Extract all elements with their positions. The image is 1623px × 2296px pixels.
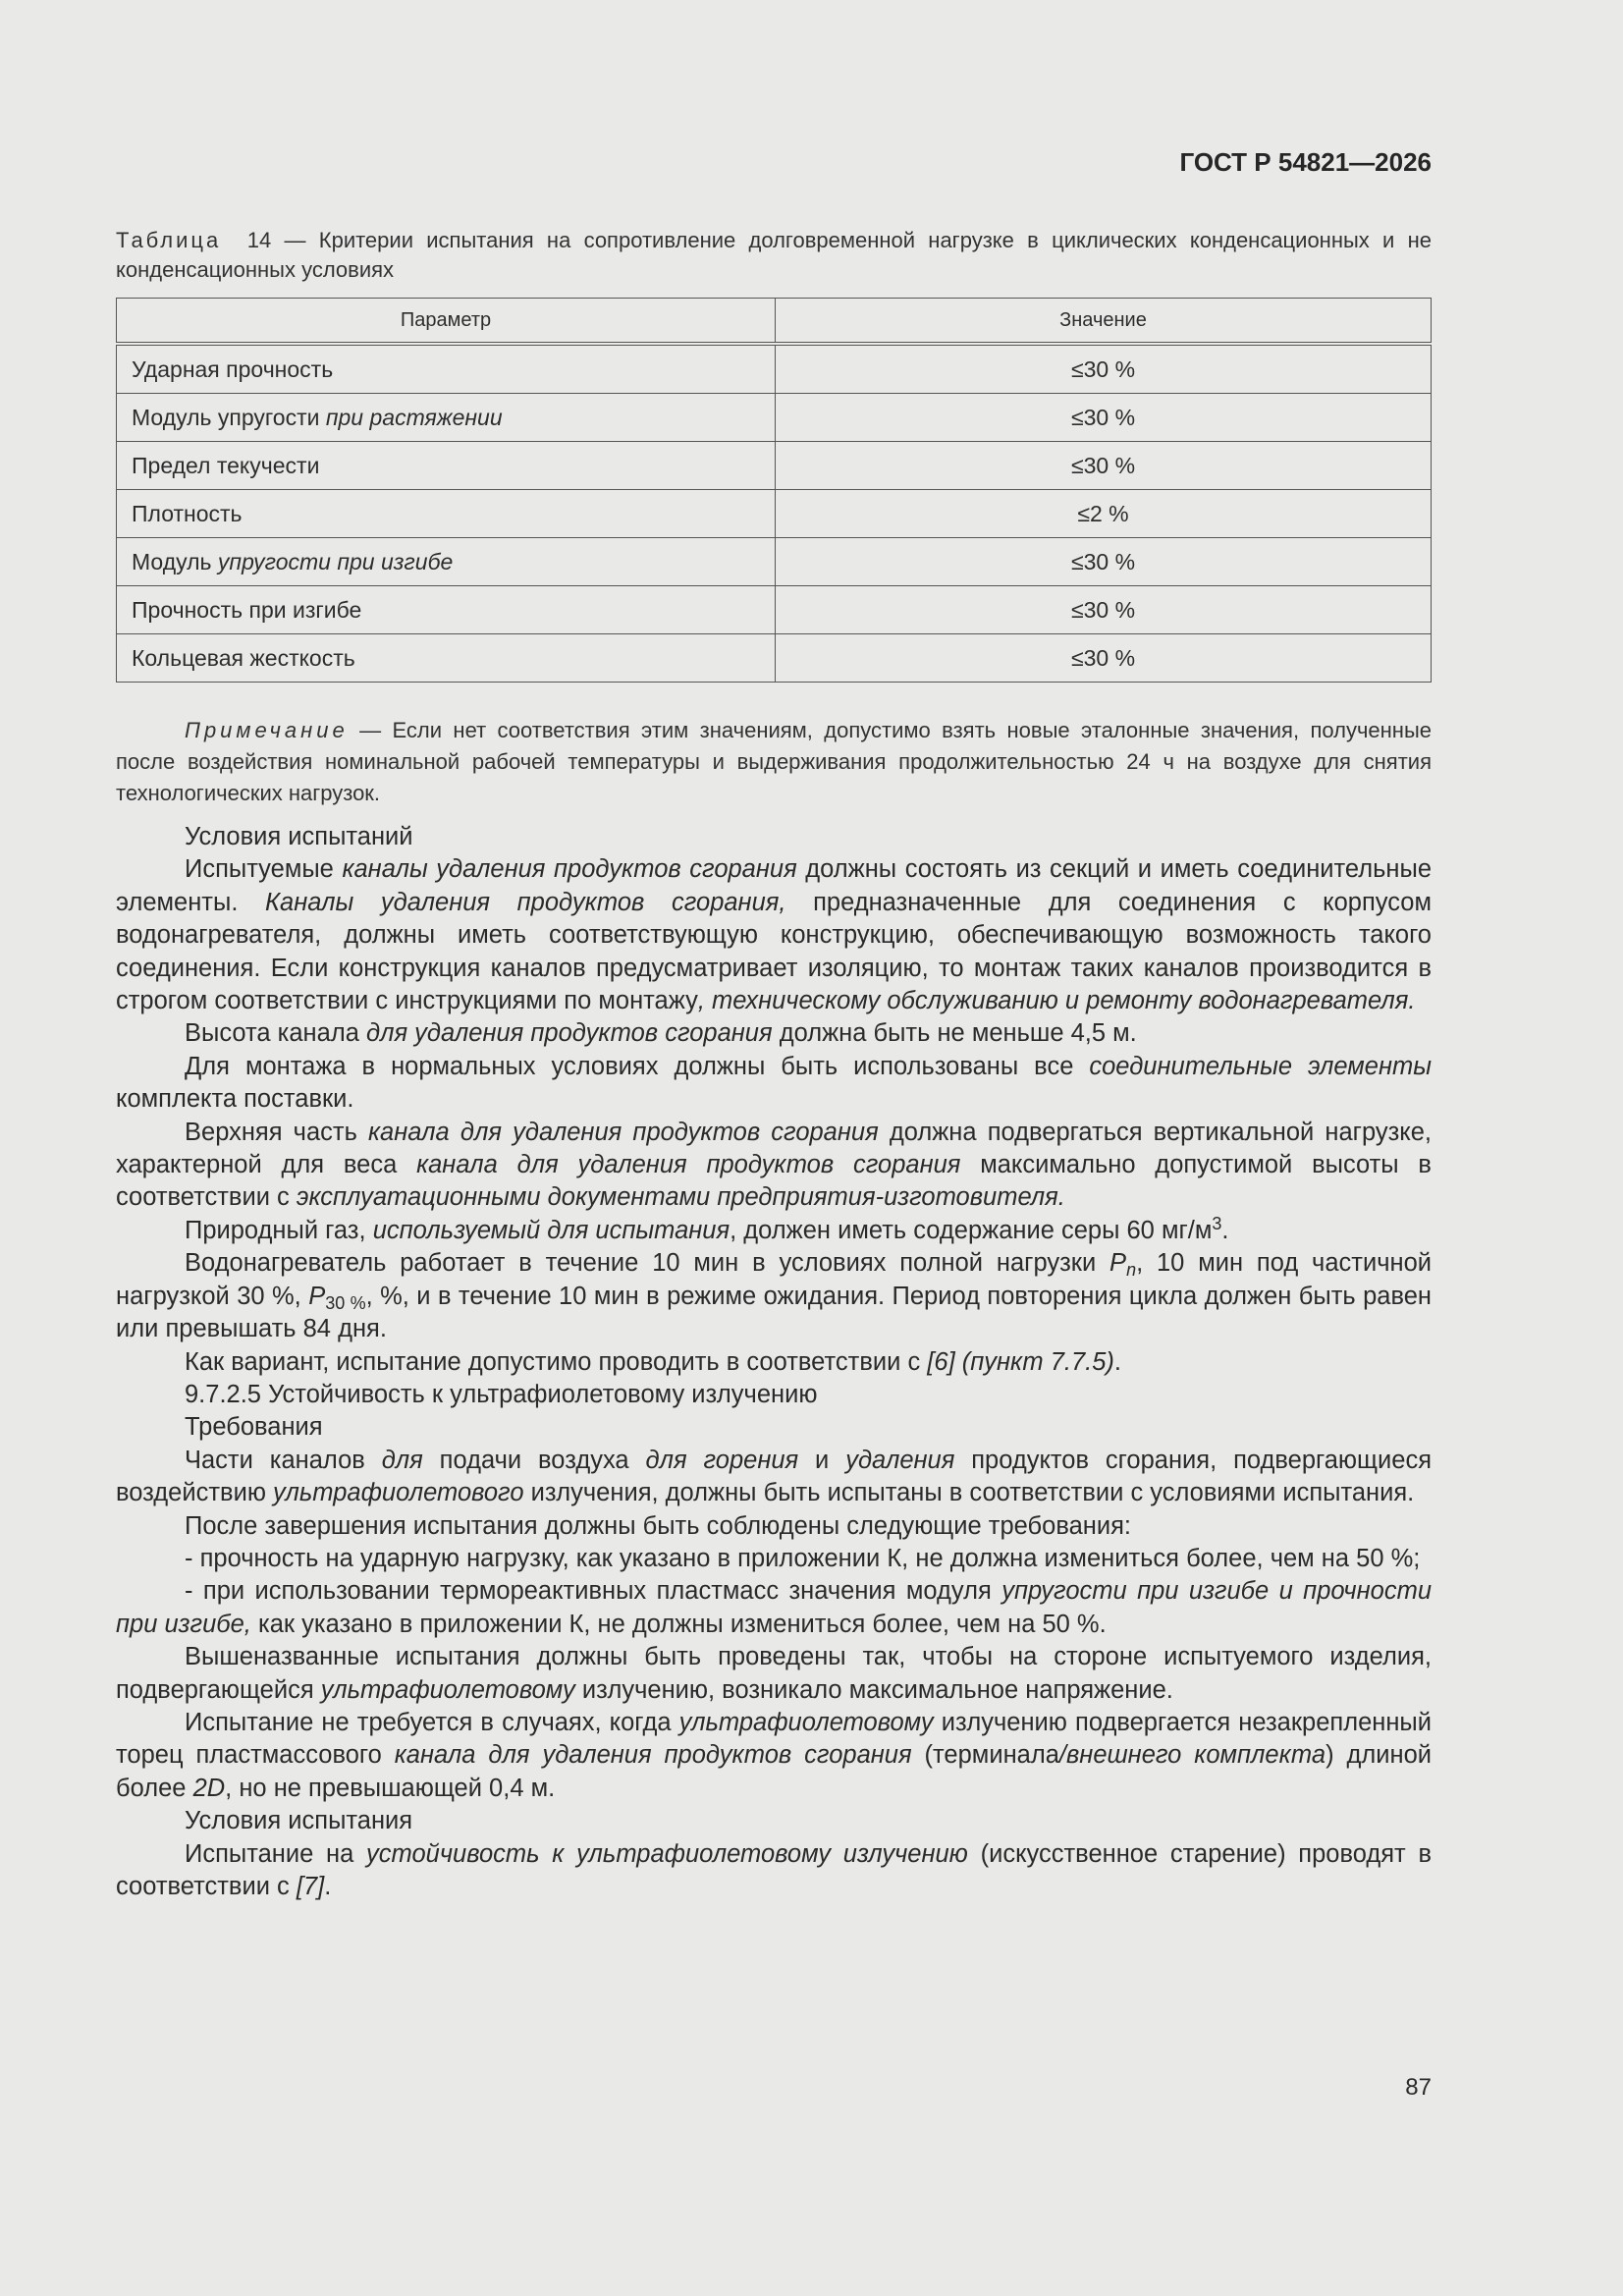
column-header-value: Значение	[776, 299, 1432, 345]
table-cell-value: ≤30 %	[776, 442, 1432, 490]
superscript: 3	[1212, 1213, 1222, 1233]
italic-run: используемый для испытания	[372, 1216, 730, 1244]
text-run: Водонагреватель работает в течение 10 мин в условиях полной нагрузки	[185, 1249, 1110, 1278]
body-text	[116, 821, 1432, 1903]
italic-run: [6] (пункт 7.7.5)	[927, 1347, 1114, 1376]
text-run: предназначенные для соединения с корпусом водонагревателя, должны иметь соответствующую конструкцию, обеспечивающую возможность такого соединения. Если конструкция каналов предусматривает изоляцию, то монтаж таких каналов производится в строгом соответствии с инструкциями по монтажу	[116, 888, 1433, 1015]
paragraph	[116, 1346, 1432, 1379]
subheading-test-conditions: Условия испытаний	[185, 823, 413, 850]
table-row	[117, 490, 1432, 538]
text-run: (искусственное старение) проводят в соответствии с	[116, 1839, 1433, 1900]
text-run: Для монтажа в нормальных условиях должны быть использованы все	[185, 1052, 1090, 1080]
text-run: - при использовании термореактивных пластмасс значения модуля	[185, 1577, 1002, 1606]
table-cell-parameter: Ударная прочность	[117, 344, 776, 394]
text-run: подачи воздуха	[422, 1446, 646, 1474]
document-code: ГОСТ Р 54821—2026	[1179, 147, 1432, 177]
italic-run: устойчивость к ультрафиолетовому излучению	[366, 1839, 968, 1868]
paragraph	[116, 1017, 1432, 1050]
text-run: Вышеназванные испытания должны быть проведены так, чтобы на стороне испытуемого изделия, подвергающейся	[116, 1643, 1432, 1704]
text-run: как указано в приложении К, не должны измениться более, чем на 50 %.	[250, 1610, 1107, 1638]
text-run: Как вариант, испытание допустимо проводить в соответствии с	[185, 1347, 928, 1376]
paragraph: После завершения испытания должны быть соблюдены следующие требования:	[185, 1511, 1131, 1540]
italic-run: 2D	[192, 1774, 226, 1802]
text-run: , 10 мин под частичной нагрузкой 30 %,	[116, 1249, 1432, 1310]
paragraph	[116, 1117, 1432, 1215]
paragraph	[116, 1051, 1432, 1117]
parameter-text-italic: при растяжении	[325, 404, 503, 430]
paragraph	[116, 1247, 1432, 1345]
italic-run: , техническому обслуживанию и ремонту водонагревателя.	[697, 987, 1416, 1015]
subheading-requirements: Требования	[185, 1413, 323, 1442]
italic-run: ультрафиолетовому	[320, 1675, 575, 1704]
text-run: , должен иметь содержание серы 60 мг/м	[730, 1216, 1213, 1244]
table-note	[116, 715, 1432, 809]
italic-run: канала для удаления продуктов сгорания	[416, 1151, 961, 1179]
paragraph	[116, 1641, 1432, 1707]
text-run: Природный газ,	[185, 1216, 373, 1244]
italic-run: каналы удаления продуктов сгорания	[342, 855, 797, 884]
subscript: n	[1126, 1260, 1137, 1281]
italic-run: для горения	[645, 1446, 799, 1474]
text-run: Испытуемые	[185, 855, 343, 884]
italic-run: удаления	[845, 1446, 955, 1474]
italic-run: соединительные элементы	[1089, 1052, 1432, 1080]
table-row	[117, 394, 1432, 442]
table-row	[117, 586, 1432, 634]
table-caption	[116, 226, 1432, 285]
text-run: .	[324, 1873, 332, 1900]
text-run: продуктов сгорания, подвергающиеся воздействию	[116, 1446, 1433, 1507]
criteria-table	[116, 298, 1432, 683]
paragraph	[116, 1707, 1432, 1805]
paragraph	[116, 1215, 1432, 1247]
text-run: ) длиной более	[116, 1741, 1433, 1802]
text-run: Испытание на	[185, 1839, 367, 1868]
paragraph	[116, 1838, 1432, 1904]
text-run: Испытание не требуется в случаях, когда	[185, 1708, 679, 1736]
text-run: Части каналов	[185, 1446, 382, 1474]
symbol-p: P	[1109, 1249, 1127, 1278]
subheading-test-conditions: Условия испытания	[185, 1807, 413, 1835]
italic-run: для	[381, 1446, 423, 1474]
text-run: .	[1113, 1347, 1121, 1376]
table-caption-text: 14 — Критерии испытания на сопротивление долговременной нагрузке в циклических конденсационных и не конденсационных условиях	[116, 228, 1432, 282]
table-cell-value: ≤30 %	[776, 394, 1432, 442]
table-row	[117, 344, 1432, 394]
text-run: Верхняя часть	[185, 1118, 369, 1146]
italic-run: канала для удаления продуктов сгорания	[394, 1741, 912, 1770]
note-label: Примечание	[185, 718, 349, 742]
table-cell-parameter: Предел текучести	[117, 442, 776, 490]
table-cell-value: ≤2 %	[776, 490, 1432, 538]
text-run: излучению, возникало максимальное напряжение.	[574, 1675, 1173, 1704]
table-cell-parameter: Прочность при изгибе	[117, 586, 776, 634]
table-row	[117, 634, 1432, 683]
italic-run: упругости при изгибе и прочности при изгибе,	[116, 1577, 1433, 1638]
paragraph	[116, 853, 1432, 1017]
table-cell-parameter: Плотность	[117, 490, 776, 538]
text-run: должна подвергаться вертикальной нагрузке, характерной для веса	[116, 1118, 1432, 1179]
column-header-parameter: Параметр	[117, 299, 776, 345]
italic-run: канала для удаления продуктов сгорания	[368, 1118, 879, 1146]
table-cell-value: ≤30 %	[776, 344, 1432, 394]
table-header-row	[117, 299, 1432, 345]
text-run: Высота канала	[185, 1019, 366, 1048]
table-cell-value: ≤30 %	[776, 538, 1432, 586]
parameter-text-italic: упругости при изгибе	[217, 548, 454, 574]
table-cell-value: ≤30 %	[776, 634, 1432, 683]
parameter-text: Модуль	[132, 548, 218, 574]
text-run: и	[798, 1446, 846, 1474]
italic-run: [7]	[296, 1873, 325, 1900]
document-page	[116, 0, 1432, 2296]
table-cell-parameter	[117, 394, 776, 442]
table-cell-value: ≤30 %	[776, 586, 1432, 634]
text-run: должны состоять из секций и иметь соединительные элементы.	[116, 855, 1433, 916]
table-row	[117, 538, 1432, 586]
symbol-p: P	[308, 1282, 326, 1310]
text-run: излучения, должны быть испытаны в соответствии с условиями испытания.	[523, 1479, 1415, 1507]
text-run: , %, и в течение 10 мин в режиме ожидания. Период повторения цикла должен быть равен или превышать 84 дня.	[116, 1282, 1432, 1343]
italic-run: для удаления продуктов сгорания	[365, 1019, 773, 1048]
page-number: 87	[1405, 2074, 1432, 2101]
parameter-text: Модуль упругости	[132, 404, 326, 430]
paragraph	[116, 1445, 1432, 1510]
note-text: — Если нет соответствия этим значениям, допустимо взять новые эталонные значения, полученные после воздействия номинальной рабочей температуры и выдерживания продолжительностью 24 ч на воздухе для снятия технологических нагрузок.	[116, 718, 1432, 805]
table-cell-parameter: Кольцевая жесткость	[117, 634, 776, 683]
text-run: излучению подвергается незакрепленный торец пластмассового	[116, 1708, 1432, 1770]
text-run: (терминала	[911, 1741, 1059, 1770]
italic-run: ультрафиолетового	[273, 1479, 524, 1507]
text-run: максимально допустимой высоты в соответствии с	[116, 1151, 1432, 1212]
section-heading: 9.7.2.5 Устойчивость к ультрафиолетовому излучению	[185, 1380, 818, 1408]
text-run: , но не превышающей 0,4 м.	[225, 1774, 556, 1802]
italic-run: Каналы удаления продуктов сгорания,	[265, 888, 786, 916]
text-run: .	[1221, 1216, 1229, 1244]
subscript: 30 %	[325, 1292, 366, 1313]
table-row	[117, 442, 1432, 490]
table-cell-parameter	[117, 538, 776, 586]
table-caption-label: Таблица	[116, 228, 222, 252]
italic-run: /внешнего комплекта	[1058, 1741, 1326, 1770]
text-run: должна быть не меньше 4,5 м.	[772, 1019, 1137, 1048]
italic-run: эксплуатационными документами предприятия-изготовителя.	[296, 1183, 1065, 1212]
list-item: - прочность на ударную нагрузку, как указано в приложении К, не должна измениться более, чем на 50 %;	[185, 1544, 1421, 1572]
text-run: комплекта поставки.	[116, 1085, 354, 1114]
italic-run: ультрафиолетовому	[678, 1708, 934, 1736]
list-item	[116, 1575, 1432, 1641]
